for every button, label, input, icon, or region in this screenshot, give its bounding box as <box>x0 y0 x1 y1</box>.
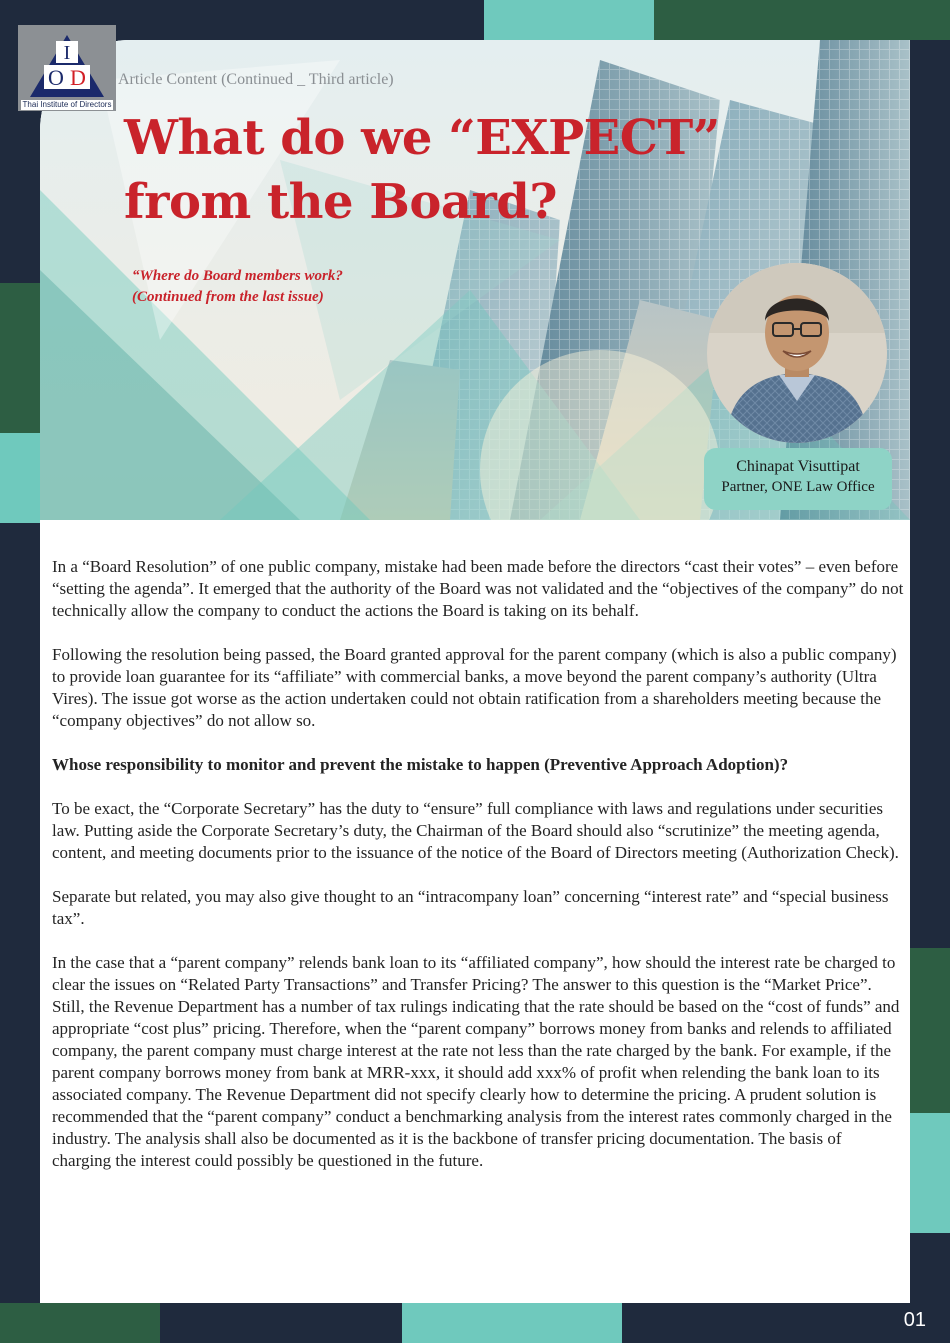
author-role: Partner, ONE Law Office <box>721 479 875 495</box>
subtitle-line: “Where do Board members work? <box>132 268 343 284</box>
hero-banner <box>40 40 910 520</box>
frame-green-bar-top <box>654 0 950 40</box>
iod-logo <box>18 25 116 111</box>
page-number: 01 <box>903 1309 926 1331</box>
body-paragraph: In a “Board Resolution” of one public company, mistake had been made before the directors “cast their votes” – even before “setting the agenda”. It emerged that the authority of the Board was not validated and the “objectives of the company” do not technically allow the company to conduct the actions the Board is taking on its behalf. <box>52 557 904 620</box>
title-line: What do we “EXPECT” <box>124 110 720 166</box>
body-paragraph: Following the resolution being passed, the Board granted approval for the parent company (which is also a public company) to provide loan guarantee for its “affiliate” with commercial banks, a move beyond the parent company’s authority (Ultra Vires). The issue got worse as the action undertaken could not obtain ratification from a shareholders meeting because the “company objectives” do not allow so. <box>52 645 897 730</box>
author-portrait-image <box>707 263 887 443</box>
frame-green-bar-bottom <box>0 1303 160 1343</box>
frame-green-bar-right <box>910 948 950 1113</box>
article-body <box>52 556 904 1194</box>
article-page <box>40 40 910 1303</box>
logo-letter-i: I <box>63 42 71 64</box>
author-name: Chinapat Visuttipat <box>736 458 860 475</box>
logo-letter-o: O <box>48 65 64 90</box>
subtitle-line: (Continued from the last issue) <box>132 289 324 305</box>
section-heading: Whose responsibility to monitor and prevent the mistake to happen (Preventive Approach Adoption)? <box>52 755 789 774</box>
title-line: from the Board? <box>124 174 557 230</box>
logo-caption: Thai Institute of Directors <box>22 100 112 109</box>
logo-letter-d: D <box>70 65 86 90</box>
article-subtitle <box>132 266 343 308</box>
frame-green-bar-left <box>0 283 40 433</box>
body-paragraph: To be exact, the “Corporate Secretary” has the duty to “ensure” full compliance with laws and regulations under securities law. Putting aside the Corporate Secretary’s duty, the Chairman of the Board should also “scrutinize” the meeting agenda, content, and meeting documents prior to the issuance of the notice of the Board of Directors meeting (Authorization Check). <box>52 799 899 862</box>
author-caption <box>704 448 892 510</box>
frame-teal-bar-left <box>0 433 40 523</box>
author-photo <box>707 263 887 443</box>
frame-teal-bar-right <box>910 1113 950 1233</box>
frame-teal-bar-bottom <box>402 1303 622 1343</box>
body-paragraph: In the case that a “parent company” relends bank loan to its “affiliated company”, how should the interest rate be charged to clear the issues on “Related Party Transactions” and Transfer Pricing? The answer to this question is the “Market Price”. Still, the Revenue Department has a number of tax rulings indicating that the rate should be based on the “cost of funds” and appropriate “cost plus” pricing. Therefore, when the “parent company” borrows money from banks and relends to affiliated company, the parent company must charge interest at the rate not less than the rate charged by the bank. For example, if the parent company borrows money from bank at MRR-xxx, it should add xxx% of profit when relending the bank loan to its associated company. The Revenue Department did not specify clearly how to determine the pricing. A prudent solution is recommended that the “parent company” conduct a benchmarking analysis from the interest rates commonly charged in the industry. The analysis shall also be documented as it is the backbone of transfer pricing documentation. The basis of charging the interest could possibly be questioned in the future. <box>52 953 900 1170</box>
frame-teal-bar-top <box>484 0 654 40</box>
article-title <box>124 106 720 234</box>
section-label: Article Content (Continued _ Third article) <box>118 71 394 88</box>
body-paragraph: Separate but related, you may also give thought to an “intracompany loan” concerning “interest rate” and “special business tax”. <box>52 887 889 928</box>
iod-logo-mark <box>18 25 116 111</box>
